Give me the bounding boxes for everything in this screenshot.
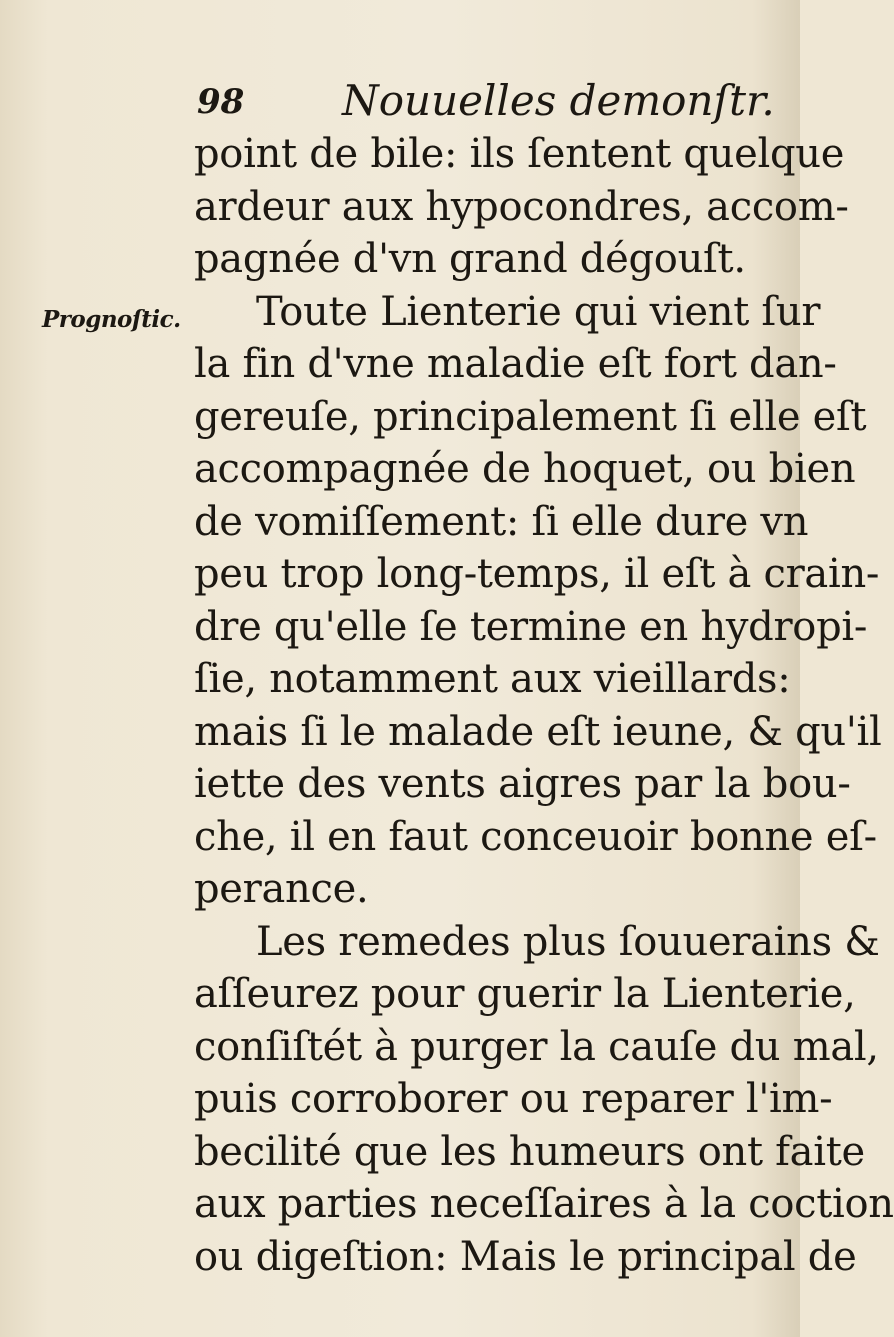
text-line: aſſeurez pour guerir la Lienterie, [194,971,856,1017]
text-line: che, il en faut conceuoir bonne eſ- [194,813,877,860]
text-line: point de bile: ils ſentent quelque [194,131,845,177]
text-line: gereuſe, principalement ſi elle eſt [194,393,867,440]
page-number: 98 [197,82,245,122]
text-line: aux parties neceſſaires à la coction [194,1181,894,1227]
text-line: peu trop long-temps, il eſt à crain- [194,551,880,597]
text-line: Toute Lienterie qui vient ſur [256,288,821,335]
text-line: conſiſtét à purger la cauſe du mal, [194,1023,879,1070]
text-line: de vomiſſement: ſi elle dure vn [194,498,809,545]
text-line: becilité que les humeurs ont faite [194,1128,865,1175]
text-line: dre qu'elle ſe termine en hydropi- [194,603,868,650]
text-line: ou digeſtion: Mais le principal de [194,1233,857,1280]
text-line: puis corroborer ou reparer l'im- [194,1076,833,1122]
page-header [197,72,775,132]
text-line: accompagnée de hoquet, ou bien [194,446,856,492]
text-line: ſie, notamment aux vieillards: [194,656,791,702]
body-text [194,128,894,1283]
text-line: Les remedes plus ſouuerains & [256,918,880,965]
text-line: perance. [194,866,369,912]
text-line: pagnée d'vn grand dégouſt. [194,236,746,282]
text-line: ardeur aux hypocondres, accom- [194,183,849,230]
text-line: mais ſi le malade eſt ieune, & qu'il [194,708,882,755]
margin-note: Prognoſtic. [42,306,181,333]
text-line: la fin d'vne maladie eſt fort dan- [194,341,837,387]
running-title: Nouuelles demonſtr. [342,76,775,125]
text-line: iette des vents aigres par la bou- [194,761,851,807]
